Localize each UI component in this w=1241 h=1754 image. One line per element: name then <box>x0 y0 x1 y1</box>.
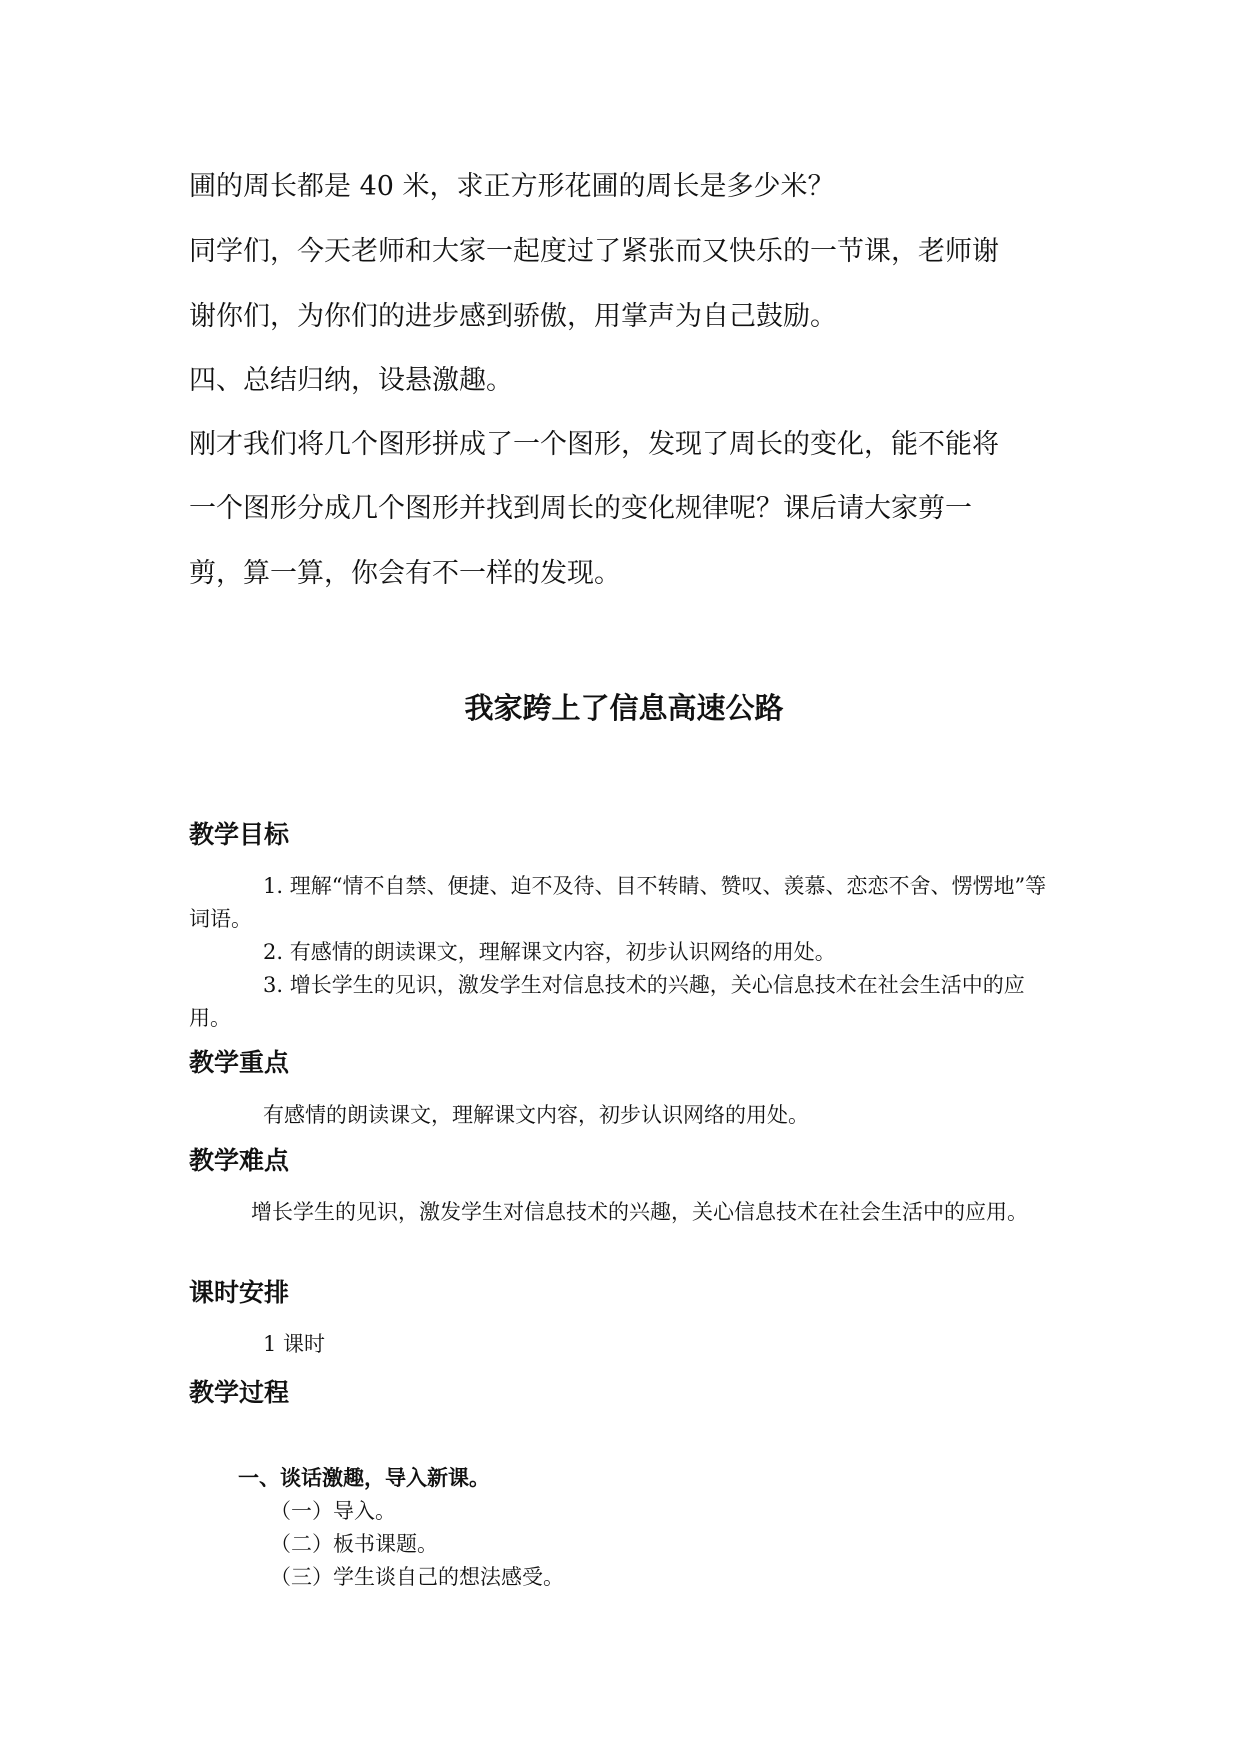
heading-schedule: 课时安排 <box>189 1278 290 1307</box>
heading-key-points: 教学重点 <box>189 1048 290 1077</box>
difficulties-text: 增长学生的见识，激发学生对信息技术的兴趣，关心信息技术在社会生活中的应用。 <box>251 1200 1028 1224</box>
heading-process: 教学过程 <box>189 1378 290 1407</box>
paragraph-line: 剪，算一算，你会有不一样的发现。 <box>189 558 621 589</box>
process-step-item: （二）板书课题。 <box>270 1532 438 1556</box>
process-step-heading: 一、谈话激趣，导入新课。 <box>238 1466 490 1490</box>
goal-item-1: 1. 理解“情不自禁、便捷、迫不及待、目不转睛、赞叹、羡慕、恋恋不舍、愣愣地”等词语。 <box>189 874 1047 931</box>
goal-item-2: 2. 有感情的朗读课文，理解课文内容，初步认识网络的用处。 <box>263 940 836 964</box>
key-points-text: 有感情的朗读课文，理解课文内容，初步认识网络的用处。 <box>263 1103 809 1127</box>
heading-difficulties: 教学难点 <box>189 1146 290 1175</box>
paragraph-line: 刚才我们将几个图形拼成了一个图形，发现了周长的变化，能不能将 <box>189 429 999 460</box>
paragraph-line: 圃的周长都是 40 米，求正方形花圃的周长是多少米？ <box>189 171 835 202</box>
schedule-text: 1 课时 <box>263 1332 326 1356</box>
paragraph-line: 同学们，今天老师和大家一起度过了紧张而又快乐的一节课，老师谢 <box>189 236 999 267</box>
process-step-item: （三）学生谈自己的想法感受。 <box>270 1565 564 1589</box>
section-heading-summary: 四、总结归纳，设悬激趣。 <box>189 365 513 396</box>
process-step-item: （一）导入。 <box>270 1499 396 1523</box>
goal-item-3: 3. 增长学生的见识，激发学生对信息技术的兴趣，关心信息技术在社会生活中的应用。 <box>189 973 1025 1030</box>
lesson-title: 我家跨上了信息高速公路 <box>464 691 784 725</box>
heading-goals: 教学目标 <box>189 820 290 849</box>
paragraph-line: 一个图形分成几个图形并找到周长的变化规律呢？课后请大家剪一 <box>189 493 972 524</box>
paragraph-line: 谢你们，为你们的进步感到骄傲，用掌声为自己鼓励。 <box>189 301 837 332</box>
